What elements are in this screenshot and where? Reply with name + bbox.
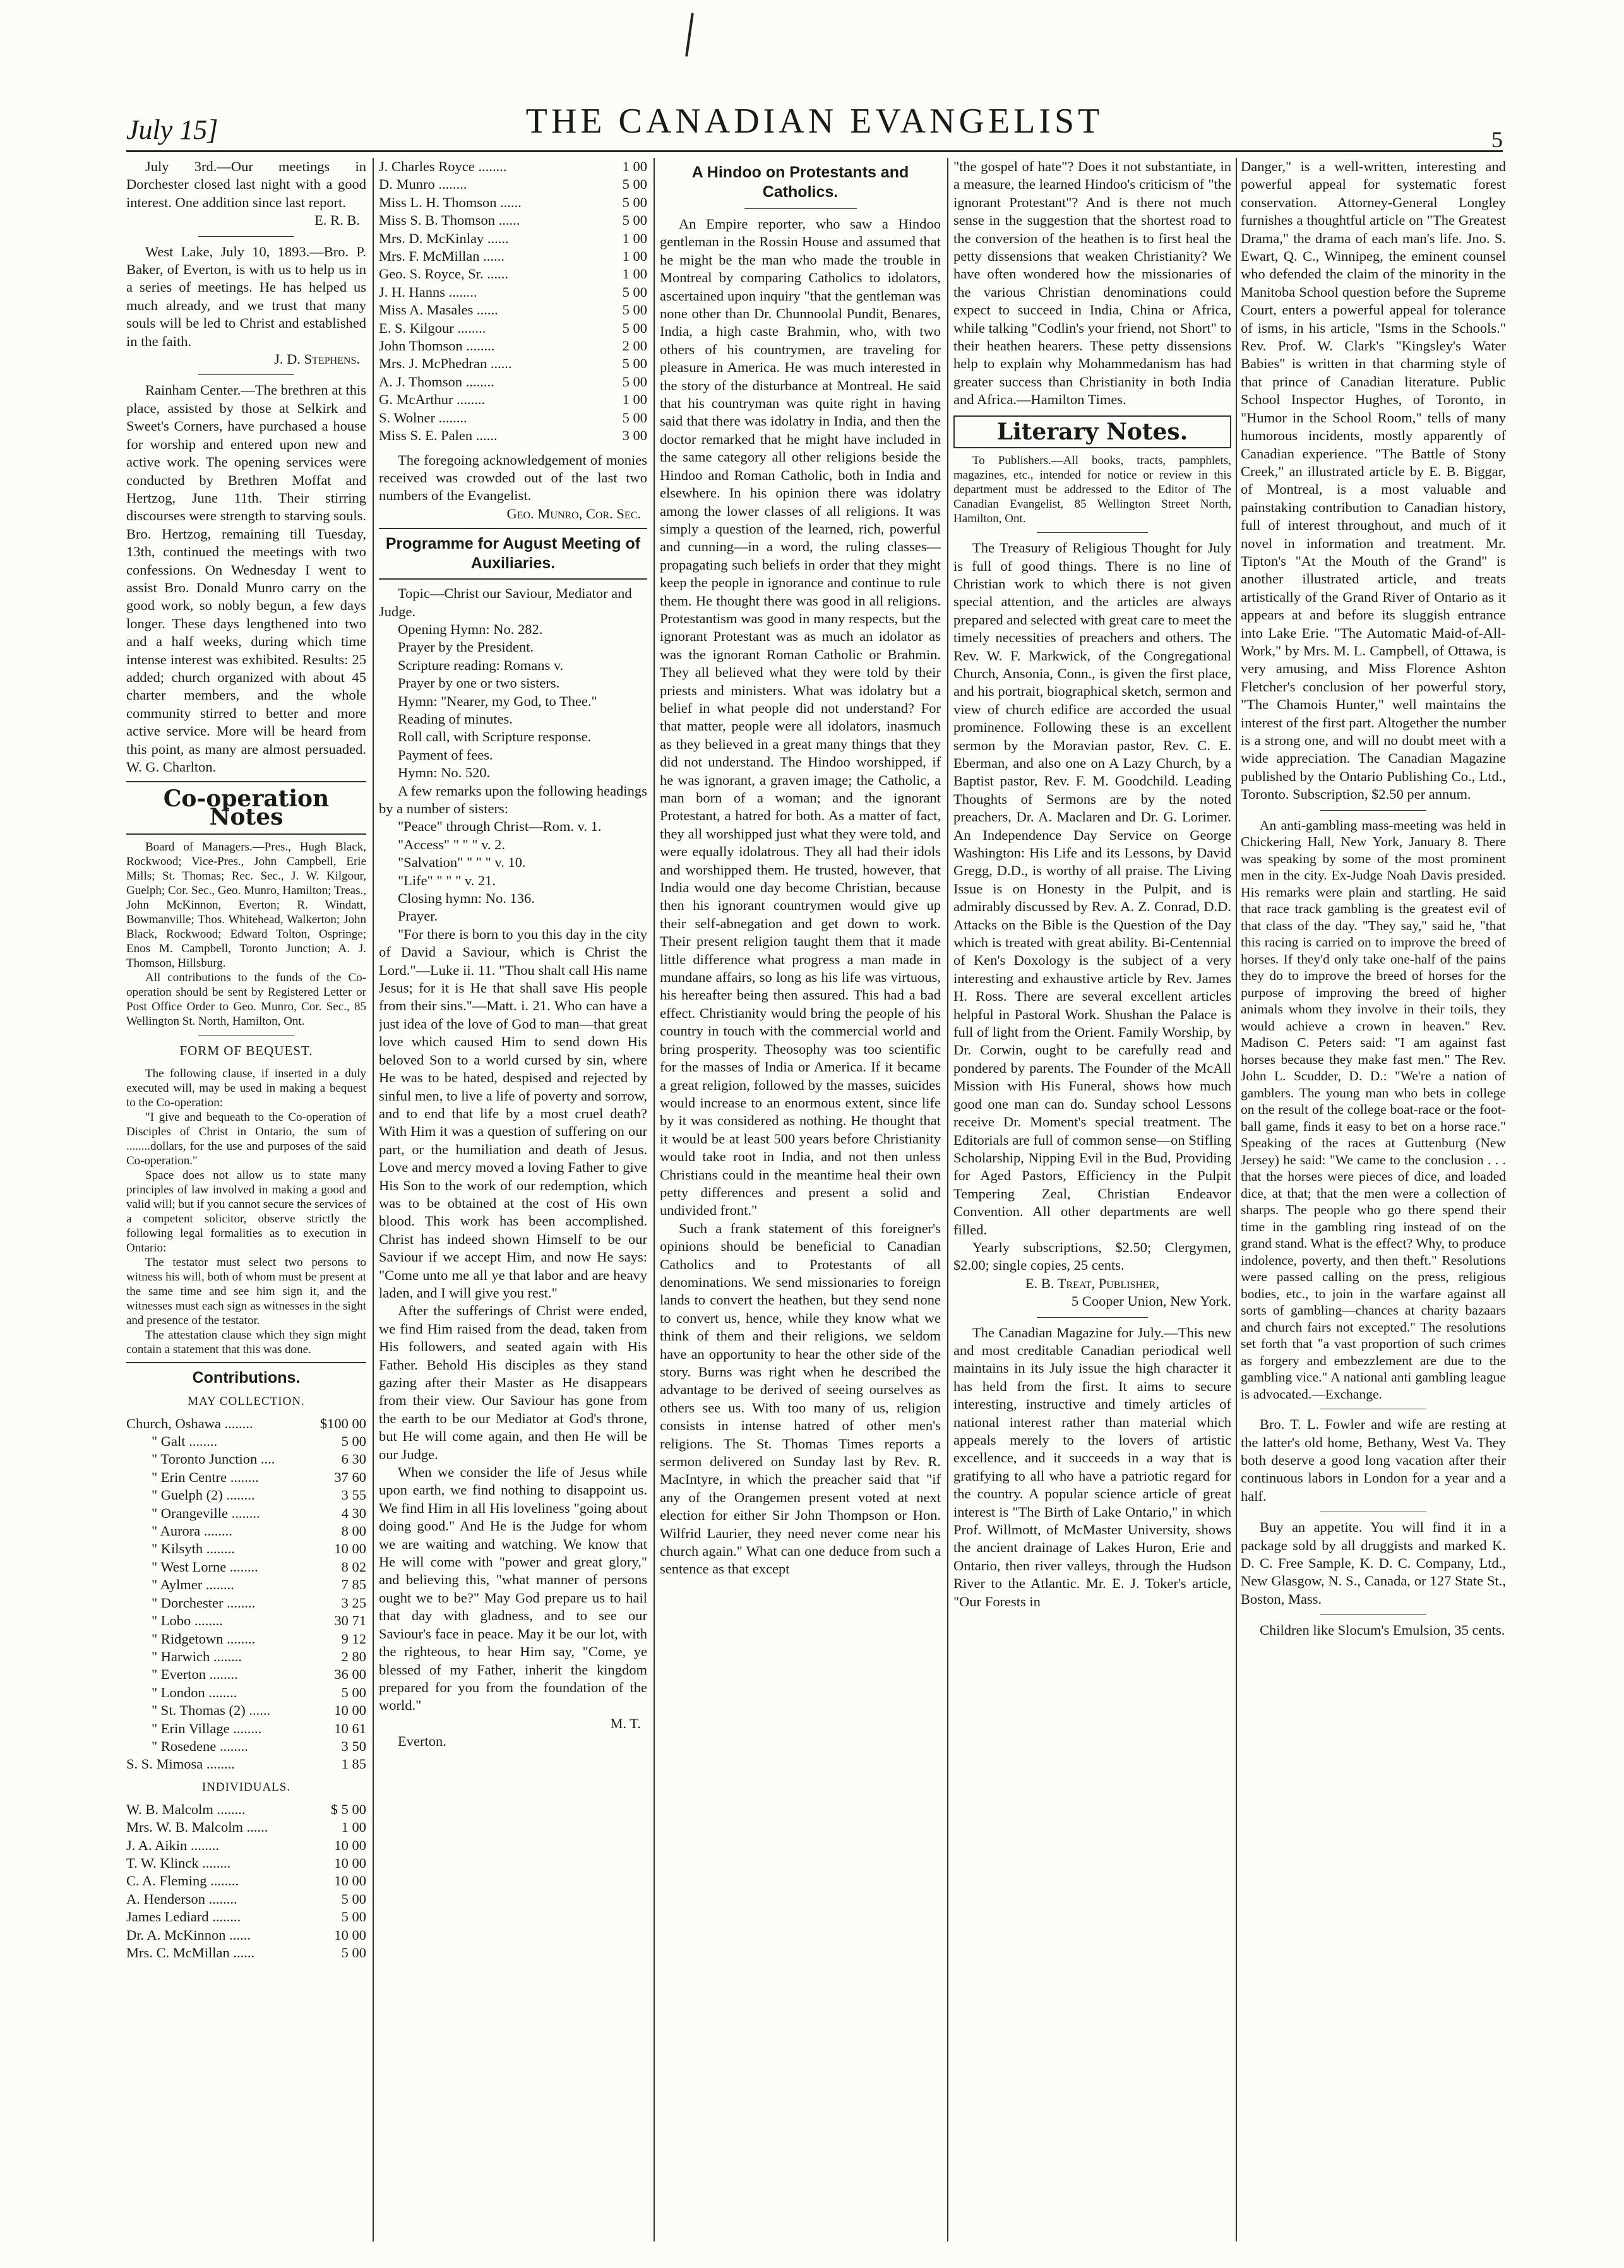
contribution-amount: 10 61 bbox=[334, 1720, 366, 1736]
contributor-name: " Orangeville ........ bbox=[152, 1505, 260, 1521]
contribution-amount: 7 85 bbox=[341, 1577, 366, 1593]
essay-paragraph: After the sufferings of Christ were ended, we find Him raised from the dead, taken from His followers, and seated again with His Father. Behold His disciples as they stand gazing after their Master as He disappears from their view. Our Saviour has gone from the earth to be our Mediator at God's throne, but He will come again, and then He will be our Judge. bbox=[379, 1303, 647, 1462]
column-divider bbox=[947, 158, 948, 2241]
header-rule bbox=[126, 150, 1503, 152]
contribution-row bbox=[126, 1837, 366, 1854]
contribution-row bbox=[126, 1890, 366, 1908]
contributor-name: " Toronto Junction .... bbox=[152, 1451, 275, 1467]
signature: J. D. Stephens. bbox=[274, 351, 360, 367]
contribution-row bbox=[126, 1648, 366, 1666]
contribution-row bbox=[126, 1666, 366, 1683]
contribution-row bbox=[126, 1558, 366, 1576]
contribution-row bbox=[379, 337, 647, 355]
contribution-row bbox=[126, 1872, 366, 1890]
contribution-row bbox=[379, 409, 647, 427]
essay-paragraph: "For there is born to you this day in the city of David a Saviour, which is Christ the Lord."—Luke ii. 11. "Thou shalt call His name Jesus; for it is He that shall save His people from their sins."—Matt. i. 21. Who can have a just idea of the love of God to man—that great love which caused Him to send down His beloved Son to a world cursed by sin, where He was to be hated, despised and rejected by sinful men, to live a life of poverty and sorrow, and to end that life by a most cruel death? With Him it was a question of suffering on our part, or the humiliation and death of Jesus. Love and mercy moved a loving Father to give His Son to the work of our redemption, which was to be obtained at the cost of His own blood. This work has been accomplished. Christ has indeed shown Himself to be our Saviour if we accept Him, and now He says: "Come unto me all ye that labor and are heavy laden, and I will give you rest." bbox=[379, 926, 647, 1301]
contribution-amount: 5 00 bbox=[622, 302, 647, 318]
contribution-row bbox=[379, 230, 647, 248]
contributor-name: Dr. A. McKinnon ...... bbox=[126, 1926, 251, 1943]
contribution-amount: 10 00 bbox=[334, 1854, 366, 1871]
contribution-amount: 36 00 bbox=[334, 1666, 366, 1683]
contribution-row bbox=[126, 1594, 366, 1612]
dorchester-report: July 3rd.—Our meetings in Dorchester closed last night with a good interest. One addition since last report. bbox=[126, 158, 366, 210]
bequest-text: The attestation clause which they sign might contain a statement that this was done. bbox=[126, 1328, 366, 1356]
signature: Geo. Munro, Cor. Sec. bbox=[506, 505, 641, 522]
contributor-name: E. S. Kilgour ........ bbox=[379, 319, 486, 336]
contributor-name: W. B. Malcolm ........ bbox=[126, 1801, 246, 1817]
contributor-name: Church, Oshawa ........ bbox=[126, 1415, 253, 1431]
review-paragraph: Danger," is a well-written, interesting and powerful appeal for systematic forest conservation. Attorney-General Longley furnishes a thoughtful article on "The Greatest Drama," the drama of each man's life. Jno. S. Ewart, Q. C., Winnipeg, the eminent counsel who defended the claim of the minority in the Manitoba School question before the Supreme Court, enters a powerful appeal for tolerance of isms, in his article, "Isms in the Schools." Rev. Prof. W. Clark's "Kingsley's Water Babies" is written in that charming style of that prince of Canadian literature. Public School Inspector Hughes, of Toronto, in "Humor in the School Room," tells of many humorous incidents, mostly apparently of Canadian experience. "The Battle of Stony Creek," an illustrated article by E. B. Biggar, of Montreal, is a most valuable and painstaking contribution to Canadian history, full of interest throughout, and much of it novel in information and treatment. Mr. Tipton's "At the Mouth of the Grand" is another illustrated article, and treats artistically of the Grand River of Ontario as it appears at and before its sluggish entrance into Lake Erie. "The Automatic Maid-of-All-Work," by Mrs. M. L. Campbell, of Ottawa, is very amusing, and Miss Florence Ashton Fletcher's conclusion of her powerful story, "The Chamois Hunter," well maintains the interest of the first part. Altogether the number is a strong one, and will no doubt meet with a wide appreciation. The Canadian Magazine published by the Ontario Publishing Co., Ltd., Toronto. Subscription, $2.50 per annum. bbox=[1241, 158, 1506, 803]
separator bbox=[198, 374, 294, 375]
may-collection-table bbox=[126, 1415, 366, 1774]
contribution-amount: 8 02 bbox=[341, 1558, 366, 1575]
separator bbox=[744, 208, 857, 209]
section-title-literary: Literary Notes. bbox=[996, 418, 1188, 445]
programme-item: Roll call, with Scripture response. bbox=[398, 729, 592, 745]
contribution-row bbox=[126, 1702, 366, 1719]
article-paragraph: An Empire reporter, who saw a Hindoo gentleman in the Rossin House and assumed that he might be the man who made the trouble in Montreal by comparing Catholics to idolators, ascertained upon inquiry "that the gentleman was none other than Dr. Chunnoolal Pundit, Benares, India, a high caste Brahmin, who, with two others of his countrymen, are traveling for pleasure in America. He was much interested in the story of the disturbance at Montreal. He said that his countryman was quite right in having said that there was idolatry in India, and then the doctor remarked that he might have included in the same category all other religions beside the Hindoo and Roman Catholic, both in India and elsewhere. In his opinion there was idolatry among the lower classes of all religions. It was simply a question of the learned, rich, powerful and cunning—in a word, the ruling classes—propagating such beliefs in order that they might keep the people in ignorance and continue to rule them. He thought there was good in all religions. Protestantism was good in many respects, but the ignorant Protestant was as much an idolator as was the ignorant Roman Catholic or Brahmin. They all believed what they were told by their priests and ministers. What was idolatry but a belief in what people did not understand? For that matter, people were all idolators, inasmuch as they believed in a great many things that they did not understand. The Hindoo worshipped, if he was ignorant, a graven image; the Catholic, a man born of a woman; and the ignorant Protestant, a hatred for both. As a matter of fact, they all worshipped just what they were told, and were equally idolatrous. They all had their idols and worshipped them. He trusted, however, that India would one day become Christian, because then his ignorant countrymen would give up their self-abnegation and get down to work. Their present religion taught them that it made little difference what progress a man made in mundane affairs, so long as his life was virtuous, his hereafter being then assured. This had a bad effect. Christianity would bring the people of his country in touch with the commercial world and bring prosperity. Theosophy was too scientific for the masses of India or America. If it became a great religion, followed by the masses, suicides would increase to an enormous extent, since life by it was considered as nothing. He thought that it would be at least 500 years before Christianity would take root in India, and not then unless Christians could in the meantime heal their own petty differences and present a solid and undivided front." bbox=[660, 216, 941, 1219]
article-paragraph: "the gospel of hate"? Does it not substantiate, in a measure, the learned Hindoo's criticism of "the ignorant Protestant"? And is there not much sense in the suggestion that the shortest road to the conversion of the heathen is to first heal the petty dissensions that weaken Christianity? We have often wondered how the missionaries of the various Christian denominations could expect to succeed in India, China or Africa, while talking "Codlin's your friend, not Short" to their heathen hearers. These petty dissensions help to explain why Mohammedanism has had greater success than Christianity in both India and Africa.—Hamilton Times. bbox=[953, 158, 1231, 408]
contribution-row bbox=[379, 373, 647, 391]
contributor-name: Miss S. E. Palen ...... bbox=[379, 427, 498, 444]
contributor-name: Mrs. D. McKinlay ...... bbox=[379, 230, 509, 246]
contributor-name: " St. Thomas (2) ...... bbox=[152, 1702, 271, 1719]
advertisement: Buy an appetite. You will find it in a package sold by all druggists and marked K. D. C. Free Sample, K. D. C. Company, Ltd., New Glasgow, N. S., Canada, or 127 State St., Boston, Mass. bbox=[1241, 1519, 1506, 1607]
contribution-amount: 5 00 bbox=[622, 409, 647, 426]
column-1 bbox=[126, 158, 366, 2241]
contributor-name: Mrs. C. McMillan ...... bbox=[126, 1945, 255, 1961]
programme-item: Closing hymn: No. 136. bbox=[398, 890, 535, 907]
individuals-title: INDIVIDUALS. bbox=[201, 1780, 291, 1794]
contributor-name: " West Lorne ........ bbox=[152, 1558, 258, 1575]
contribution-amount: 3 50 bbox=[341, 1738, 366, 1754]
essay-paragraph: When we consider the life of Jesus while upon earth, we find nothing to disappoint us. We find Him in all His loveliness "going about doing good." And He is the Judge for whom we are waiting and watching. We know that He will come with "power and great glory," and believing this, "what manner of persons ought we to be?" May God prepare us to hail that day with gladness, and to see our Saviour's face in peace. May it be our lot, with the righteous, to hear Him say, "Come, ye blessed of my Father, inherit the kingdom prepared for you from the foundation of the world." bbox=[379, 1464, 647, 1714]
bequest-text: The following clause, if inserted in a duly executed will, may be used in making a bequest to the Co-operation: bbox=[126, 1066, 366, 1109]
contributor-name: " Dorchester ........ bbox=[152, 1594, 256, 1611]
contribution-row bbox=[379, 319, 647, 337]
contribution-row bbox=[379, 158, 647, 176]
contribution-amount: 5 00 bbox=[341, 1433, 366, 1450]
west-lake-report: West Lake, July 10, 1893.—Bro. P. Baker, of Everton, is with us to help us in a series of meetings. He has helped us much already, and we trust that many souls will be led to Christ and established in the faith. bbox=[126, 243, 366, 349]
contribution-amount: 4 30 bbox=[341, 1505, 366, 1521]
contribution-row bbox=[126, 1469, 366, 1486]
contributor-name: D. Munro ........ bbox=[379, 176, 467, 193]
contribution-row bbox=[379, 176, 647, 193]
contribution-amount: 1 00 bbox=[622, 248, 647, 265]
contributor-name: S. Wolner ........ bbox=[379, 409, 467, 426]
programme-item: "Life" " " " v. 21. bbox=[398, 872, 496, 888]
contribution-amount: 5 00 bbox=[622, 176, 647, 193]
contribution-row bbox=[126, 1738, 366, 1755]
contribution-amount: 1 00 bbox=[622, 266, 647, 282]
contribution-row bbox=[126, 1908, 366, 1926]
contributor-name: " Kilsyth ........ bbox=[152, 1541, 235, 1557]
contribution-amount: 5 00 bbox=[622, 355, 647, 372]
programme-item: A few remarks upon the following headings by a number of sisters: bbox=[379, 782, 647, 816]
contribution-row bbox=[126, 1505, 366, 1522]
contribution-row bbox=[126, 1854, 366, 1872]
contribution-amount: 5 00 bbox=[622, 319, 647, 336]
contribution-amount: 1 00 bbox=[341, 1819, 366, 1835]
contribution-row bbox=[379, 391, 647, 409]
column-divider bbox=[654, 158, 655, 2241]
contribution-row bbox=[126, 1486, 366, 1504]
contribution-amount: $100 00 bbox=[319, 1415, 366, 1431]
contributor-name: Miss A. Masales ...... bbox=[379, 302, 498, 318]
contributor-name: A. Henderson ........ bbox=[126, 1890, 237, 1907]
contribution-row bbox=[126, 1755, 366, 1773]
contributor-name: " London ........ bbox=[152, 1684, 237, 1700]
contribution-amount: 9 12 bbox=[341, 1630, 366, 1647]
literary-notes-box bbox=[953, 415, 1231, 448]
contributor-name: " Erin Village ........ bbox=[152, 1720, 262, 1736]
separator bbox=[198, 236, 294, 237]
contribution-amount: 5 00 bbox=[622, 194, 647, 210]
contributions-notice: All contributions to the funds of the Co-operation should be sent by Registered Letter or Post Office Order to Geo. Munro, Cor. Sec., 85 Wellington St. North, Hamilton, Ont. bbox=[126, 971, 366, 1029]
programme-item: Topic—Christ our Saviour, Mediator and Judge. bbox=[379, 585, 632, 619]
contribution-amount: 3 25 bbox=[341, 1594, 366, 1611]
contributor-name: Mrs. J. McPhedran ...... bbox=[379, 355, 512, 372]
contribution-row bbox=[126, 1801, 366, 1818]
issue-date: July 15] bbox=[126, 114, 218, 145]
contributor-name: Miss S. B. Thomson ...... bbox=[379, 212, 520, 229]
contribution-amount: 37 60 bbox=[334, 1469, 366, 1485]
contributor-name: Geo. S. Royce, Sr. ...... bbox=[379, 266, 508, 282]
contribution-row bbox=[126, 1630, 366, 1648]
contributor-name: J. Charles Royce ........ bbox=[379, 158, 507, 174]
contribution-amount: 3 55 bbox=[341, 1487, 366, 1503]
programme-list bbox=[379, 585, 647, 926]
bequest-text: Space does not allow us to state many principles of law involved in making a good and valid will; but if you cannot secure the services of a competent solicitor, observe strictly the following legal formalities as to execution in Ontario: bbox=[126, 1168, 366, 1255]
programme-item: Hymn: No. 520. bbox=[398, 765, 491, 781]
contribution-row bbox=[126, 1944, 366, 1962]
contributor-name: James Lediard ........ bbox=[126, 1909, 241, 1925]
column-divider bbox=[373, 158, 374, 2241]
separator bbox=[1037, 1317, 1148, 1318]
contribution-amount: 1 00 bbox=[622, 158, 647, 174]
programme-item: Prayer. bbox=[398, 908, 438, 924]
contribution-amount: 10 00 bbox=[334, 1702, 366, 1719]
contribution-row bbox=[379, 265, 647, 283]
acknowledgement: The foregoing acknowledgement of monies received was crowded out of the last two numbers of the Evangelist. bbox=[379, 451, 647, 504]
contribution-amount: 5 00 bbox=[622, 212, 647, 229]
programme-item: Payment of fees. bbox=[398, 746, 493, 763]
contributor-name: A. J. Thomson ........ bbox=[379, 373, 494, 390]
contribution-row bbox=[126, 1415, 366, 1433]
contributor-name: Mrs. F. McMillan ...... bbox=[379, 248, 505, 265]
contribution-amount: 10 00 bbox=[334, 1541, 366, 1557]
contribution-row bbox=[126, 1720, 366, 1738]
column-2 bbox=[379, 158, 647, 2241]
contribution-row bbox=[126, 1540, 366, 1558]
programme-item: "Peace" through Christ—Rom. v. 1. bbox=[398, 818, 602, 835]
contributor-name: " Rosedene ........ bbox=[152, 1738, 248, 1754]
column-5 bbox=[1241, 158, 1506, 2241]
section-rule bbox=[379, 578, 647, 580]
review-paragraph: The Treasury of Religious Thought for July is full of good things. There is no line of Christian work to which there is not given special attention, and the articles are always prepared and selected with great care to meet the timely necessities of preachers and others. The Rev. W. F. Markwick, of the Congregational Church, Ansonia, Conn., is given the first place, and his portrait, biographical sketch, sermon and view of church edifice are accorded the usual prominence. Following these is an excellent sermon by the Moravian pastor, Rev. C. E. Eberman, and also one on A Lazy Church, by a Baptist pastor, Rev. F. M. Goodchild. Leading Thoughts of Sermons are by the noted preachers, Dr. A. Maclaren and Dr. G. Lorimer. An Independence Day Service on George Washington: His Life and its Lessons, by David Gregg, D.D., is worthy of all praise. The Living Issue is on Honesty in the Pulpit, and is admirably discussed by Rev. A. Z. Conrad, D.D. Attacks on the Bible is the Question of the Day which is treated with great ability. Bi-Centennial of Ken's Doxology is the subject of a very interesting and exhaustive article by Rev. James H. Ross. There are several excellent articles helpful in Pastoral Work. Shushan the Palace is full of light from the Orient. Family Worship, by Dr. Corwin, ought to be carefully read and pondered by parents. The Founder of the McAll Mission with His Funeral, shows how much good one man can do. Sunday school Lessons receive Dr. Moment's special treatment. The Editorials are full of common sense—on Stifling Scholarship, Nipping Evil in the Bud, Providing for Aged Pastors, Efficiency in the Pulpit Tempering Zeal, Christian Endeavor Convention. All other departments are well filled. bbox=[953, 540, 1231, 1238]
programme-item: Hymn: "Nearer, my God, to Thee." bbox=[398, 693, 597, 709]
contributor-name: S. S. Mimosa ........ bbox=[126, 1756, 235, 1772]
contributor-name: J. H. Hanns ........ bbox=[379, 284, 477, 300]
individuals-table bbox=[126, 1801, 366, 1962]
programme-item: Scripture reading: Romans v. bbox=[398, 657, 564, 673]
contribution-row bbox=[379, 284, 647, 301]
contribution-row bbox=[379, 248, 647, 265]
separator bbox=[198, 1035, 294, 1036]
contributor-name: " Aurora ........ bbox=[152, 1523, 232, 1539]
contributor-name: J. A. Aikin ........ bbox=[126, 1837, 219, 1853]
contribution-amount: 5 00 bbox=[622, 284, 647, 300]
section-rule bbox=[126, 833, 366, 835]
personal-note: Bro. T. L. Fowler and wife are resting at the latter's old home, Bethany, West Va. They both deserve a good long vacation after their continuous labors in London for a year and a half. bbox=[1241, 1416, 1506, 1504]
bequest-text: The testator must select two persons to witness his will, both of whom must be present at the same time and see him sign it, and the witnesses must each sign as witnesses in the sight and presence of the testator. bbox=[126, 1255, 366, 1327]
contribution-row bbox=[126, 1684, 366, 1702]
contribution-row bbox=[379, 194, 647, 212]
contribution-amount: 6 30 bbox=[341, 1451, 366, 1467]
contributor-name: " Galt ........ bbox=[152, 1433, 218, 1450]
publisher-address: 5 Cooper Union, New York. bbox=[1071, 1293, 1231, 1310]
contribution-amount: 10 00 bbox=[334, 1837, 366, 1853]
contributor-name: Miss L. H. Thomson ...... bbox=[379, 194, 522, 210]
article-title-hindoo: A Hindoo on Protestants and Catholics. bbox=[691, 164, 909, 201]
signature: E. R. B. bbox=[314, 212, 360, 229]
contribution-amount: 2 00 bbox=[622, 338, 647, 354]
page-fold-mark bbox=[688, 13, 692, 63]
programme-item: "Salvation" " " " v. 10. bbox=[398, 854, 526, 871]
column-divider bbox=[1236, 158, 1237, 2241]
contribution-row bbox=[126, 1926, 366, 1944]
section-rule bbox=[379, 528, 647, 529]
contribution-amount: $ 5 00 bbox=[330, 1801, 366, 1817]
programme-title: Programme for August Meeting of Auxiliaries. bbox=[385, 535, 641, 573]
contribution-row bbox=[379, 212, 647, 229]
contribution-amount: 5 00 bbox=[341, 1945, 366, 1961]
section-rule bbox=[126, 1362, 366, 1363]
programme-item: Prayer by one or two sisters. bbox=[398, 675, 560, 691]
page-number: 5 bbox=[1491, 127, 1503, 152]
contribution-amount: 5 00 bbox=[341, 1909, 366, 1925]
contributor-name: " Harwich ........ bbox=[152, 1648, 242, 1664]
contributor-name: " Erin Centre ........ bbox=[152, 1469, 259, 1485]
contribution-row bbox=[126, 1612, 366, 1630]
contribution-amount: 5 00 bbox=[622, 373, 647, 390]
contributor-name: G. McArthur ........ bbox=[379, 391, 486, 408]
contribution-amount: 30 71 bbox=[334, 1613, 366, 1629]
contribution-amount: 2 80 bbox=[341, 1648, 366, 1664]
column-3 bbox=[660, 158, 941, 2241]
article-paragraph: Such a frank statement of this foreigner's opinions should be beneficial to Canadian Catholics and to Protestants of all denominations. We send missionaries to foreign lands to convert the heathen, but they send none to convert us, hence, while they know what we think of them and their religions, we seldom have an opportunity to hear the other side of the story. Burns was right when he described the advantage to be derived of seeing ourselves as others see us. With too many of us, religion consists in intense hatred of other men's religions. The St. Thomas Times reports a sermon delivered on Sunday last by Rev. R. MacIntyre, in which the preacher said that "if any of the Orangemen present voted at next election for either Sir John Thompson or Hon. Wilfrid Laurier, they need never come near his church again." What can one deduce from such a sentence as that except bbox=[660, 1220, 941, 1577]
newspaper-title: THE CANADIAN EVANGELIST bbox=[525, 102, 1104, 141]
section-rule bbox=[126, 781, 366, 782]
publisher-line: E. B. Treat, Publisher, bbox=[1025, 1275, 1160, 1291]
contributor-name: Mrs. W. B. Malcolm ...... bbox=[126, 1819, 268, 1835]
contributor-name: T. W. Klinck ........ bbox=[126, 1854, 231, 1871]
signature: M. T. bbox=[610, 1715, 641, 1731]
contribution-amount: 1 00 bbox=[622, 230, 647, 246]
contribution-row bbox=[126, 1576, 366, 1594]
contribution-row bbox=[126, 1818, 366, 1836]
rainham-report: Rainham Center.—The brethren at this place, assisted by those at Selkirk and Sweet's Corners, have purchased a house for worship and entered upon new and active work. The opening services were conducted by Brethren Moffat and Hertzog, June 11th. Their stirring discourses were strength to starving souls. Bro. Hertzog, remaining till Tuesday, 13th, continued the meetings with two confessions. On Wednesday I went to assist Bro. Donald Munro carry on the good work, so nobly begun, a few days longer. These days lengthened into two and a half weeks, during which time intense interest was exhibited. Results: 25 added; church organized with about 45 charter members, and the whole community stirred to better and more active service. More will be heard from this point, as many are almost persuaded. W. G. Charlton. bbox=[126, 382, 366, 775]
programme-item: Opening Hymn: No. 282. bbox=[398, 621, 543, 637]
advertisement: Children like Slocum's Emulsion, 35 cents. bbox=[1260, 1622, 1505, 1638]
contributor-name: " Everton ........ bbox=[152, 1666, 238, 1683]
review-paragraph: The Canadian Magazine for July.—This new and most creditable Canadian periodical well maintains in its July issue the high character it has held from the first. It aims to secure interesting, instructive and timely articles of national interest rather than material which appeals merely to the lovers of artistic excellence, and it succeeds in a way that is gratifying to all who have a patriotic regard for the country. A popular science article of great interest is "The Birth of Lake Ontario," in which Prof. Willmott, of McMaster University, shows the ancient drainage of Lakes Huron, Erie and Ontario, then river valleys, through the Hudson River to the Atlantic. Mr. E. J. Toker's article, "Our Forests in bbox=[953, 1324, 1231, 1609]
contribution-row bbox=[126, 1450, 366, 1468]
contributor-name: John Thomson ........ bbox=[379, 338, 495, 354]
separator bbox=[1320, 810, 1426, 811]
contribution-amount: 5 00 bbox=[341, 1684, 366, 1700]
programme-item: Reading of minutes. bbox=[398, 710, 513, 727]
page-header bbox=[126, 101, 1503, 158]
contributor-name: " Aylmer ........ bbox=[152, 1577, 234, 1593]
anti-gambling-article: An anti-gambling mass-meeting was held in Chickering Hall, New York, January 8. There was speaking by some of the most prominent men in the city. Ex-Judge Noah Davis presided. His remarks were plain and startling. He said that race track gambling is the greatest evil of that class of the day. "They say," said he, "that this racing is carried on to improve the breed of horses. If they'd only take one-half of the pains they do to improve the breed of horses for the purpose of improving the breed of higher animals whom they involve in their toils, they would achieve a crown in heaven." Rev. Madison C. Peters said: "I am against fast horses because they make fast men." The Rev. John L. Scudder, D. D.: "We're a nation of gamblers. The young man who bets in college on the result of the college boat-race or the foot-ball game, finds it easy to bet on a horse race." Speaking of the races at Guttenburg (New Jersey) he said: "We came to the conclusion . . . that the horses were pieces of dice, and loaded dice, at that; that the men were a collection of sharps. The people who go there spend their time in the gambling ring instead of on the grand stand. What is the effect? Why, to produce indolence, poverty, and then theft." Resolutions were passed calling on the press, religious bodies, etc., to join in the warfare against all sorts of gambling—chances at charity bazaars and church fairs not excepted." The resolutions set forth that "a vast proportion of such crimes as forgery and embezzlement are due to the gambling vice." A national anti gambling league is advocated.—Exchange. bbox=[1241, 817, 1506, 1402]
place: Everton. bbox=[398, 1733, 446, 1750]
contribution-amount: 1 00 bbox=[622, 391, 647, 408]
section-title-cooperation: Co-operation Notes bbox=[163, 785, 330, 830]
contribution-amount: 8 00 bbox=[341, 1523, 366, 1539]
programme-item: Prayer by the President. bbox=[398, 639, 534, 655]
contributions-title: Contributions. bbox=[192, 1368, 301, 1387]
contributor-name: " Lobo ........ bbox=[152, 1613, 223, 1629]
contribution-row bbox=[126, 1433, 366, 1450]
contributions-table-continued bbox=[379, 158, 647, 445]
separator bbox=[1037, 532, 1148, 533]
contribution-amount: 10 00 bbox=[334, 1873, 366, 1889]
contribution-amount: 5 00 bbox=[341, 1890, 366, 1907]
publishers-notice: To Publishers.—All books, tracts, pamphlets, magazines, etc., intended for notice or review in this department must be addressed to the Editor of The Canadian Evangelist, 85 Wellington Street North, Hamilton, Ont. bbox=[953, 454, 1231, 526]
bequest-title: FORM OF BEQUEST. bbox=[179, 1043, 313, 1059]
separator bbox=[1320, 1614, 1426, 1615]
column-4 bbox=[953, 158, 1231, 2241]
contribution-row bbox=[126, 1522, 366, 1540]
contribution-amount: 1 85 bbox=[341, 1756, 366, 1772]
bequest-text: "I give and bequeath to the Co-operation of Disciples of Christ in Ontario, the sum of ........dollars, for the use and purposes of the said Co-operation." bbox=[126, 1110, 366, 1167]
contributor-name: C. A. Fleming ........ bbox=[126, 1873, 239, 1889]
board-of-managers: Board of Managers.—Pres., Hugh Black, Rockwood; Vice-Pres., John Campbell, Erie Mills; St. Thomas; Rec. Sec., J. W. Kilgour, Guelph; Cor. Sec., Geo. Munro, Hamilton; Treas., John McKinnon, Everton; R. Windatt, Bowmanville; Thos. Whitehead, Walkerton; John Black, Rockwood; Edward Tolton, Ospringe; Enos M. Campbell, Toronto Junction; A. J. Thomson, Hillsburg. bbox=[126, 840, 366, 970]
subscription-info: Yearly subscriptions, $2.50; Clergymen, $2.00; single copies, 25 cents. bbox=[953, 1239, 1231, 1274]
contribution-row bbox=[379, 355, 647, 373]
programme-item: "Access" " " " v. 2. bbox=[398, 836, 506, 852]
contribution-row bbox=[379, 427, 647, 445]
contribution-row bbox=[379, 301, 647, 319]
contribution-amount: 10 00 bbox=[334, 1926, 366, 1943]
contribution-amount: 3 00 bbox=[622, 427, 647, 444]
may-collection-title: MAY COLLECTION. bbox=[188, 1394, 305, 1408]
contributor-name: " Guelph (2) ........ bbox=[152, 1487, 255, 1503]
contributor-name: " Ridgetown ........ bbox=[152, 1630, 256, 1647]
